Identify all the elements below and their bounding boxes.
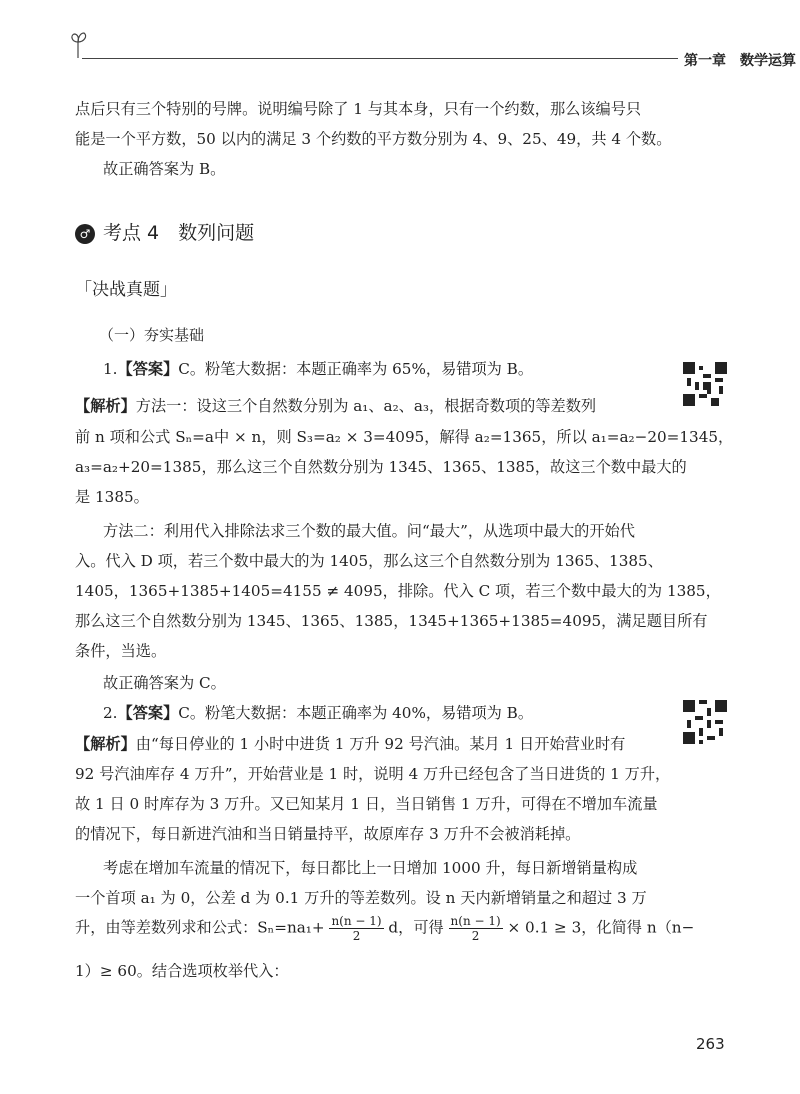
section-heading: [75, 218, 254, 245]
qr-code-icon[interactable]: [683, 362, 727, 406]
section-title: 考点 4 数列问题: [103, 222, 255, 244]
text-line: 方法二：利用代入排除法求三个数的最大值。问“最大”，从选项中最大的开始代: [103, 522, 635, 540]
header-rule-right: [740, 58, 780, 59]
fraction: $\frac{n(n - 1)}{2}$: [331, 914, 382, 943]
text-line: 能是一个平方数，50 以内的满足 3 个约数的平方数分别为 4、9、25、49，共 4 个数。: [75, 130, 672, 148]
page-number: 263: [696, 1035, 725, 1053]
text-line: 考虑在增加车流量的情况下，每日都比上一日增加 1000 升，每日新增销量构成: [103, 859, 638, 877]
text-line: 故正确答案为 B。: [103, 160, 226, 178]
text-line: 92 号汽油库存 4 万升”，开始营业是 1 时，说明 4 万升已经包含了当日进货的 1 万升，: [75, 765, 671, 783]
chapter-title: 第一章 数学运算: [684, 53, 796, 69]
formula-line: 升，由等差数列求和公式：Sₙ=na₁+ $\frac{n(n - 1)}{2}$ d，可得 $\frac{n(n - 1)}{2}$ × 0.1 ≥ 3，化简得 n（n−: [75, 914, 695, 943]
answer-line: 1.【答案】C。粉笔大数据：本题正确率为 65%，易错项为 B。: [103, 360, 534, 378]
text-line: 前 n 项和公式 Sₙ=a中 × n，则 S₃=a₂ × 3=4095，解得 a₂=1365，所以 a₁=a₂−20=1345，: [75, 428, 734, 446]
analysis-line: 【解析】方法一：设这三个自然数分别为 a₁、a₂、a₃，根据奇数项的等差数列: [75, 397, 597, 415]
fraction: $\frac{n(n - 1)}{2}$: [450, 914, 501, 943]
text-line: 的情况下，每日新进汽油和当日销量持平，故原库存 3 万升不会被消耗掉。: [75, 825, 581, 843]
text-line: 是 1385。: [75, 488, 149, 506]
text-line: 1）≥ 60。结合选项枚举代入：: [75, 962, 289, 980]
sprout-icon: [68, 30, 92, 60]
qr-code-icon[interactable]: [683, 700, 727, 744]
text-line: 那么这三个自然数分别为 1345、1365、1385，1345+1365+1385=4095，满足题目所有: [75, 612, 708, 630]
analysis-line: 【解析】由“每日停业的 1 小时中进货 1 万升 92 号汽油。某月 1 日开始营业时有: [75, 735, 626, 753]
text-line: 入。代入 D 项，若三个数中最大的为 1405，那么这三个自然数分别为 1365、1385、: [75, 552, 663, 570]
zhenti-heading: 「决战真题」: [75, 280, 177, 300]
text-line: a₃=a₂+20=1385，那么这三个自然数分别为 1345、1365、1385，故这三个数中最大的: [75, 458, 687, 476]
page-header: [68, 30, 796, 70]
text-line: 一个首项 a₁ 为 0，公差 d 为 0.1 万升的等差数列。设 n 天内新增销量之和超过 3 万: [75, 889, 647, 907]
text-line: 故正确答案为 C。: [103, 674, 226, 692]
text-line: 点后只有三个特别的号牌。说明编号除了 1 与其本身，只有一个约数，那么该编号只: [75, 100, 642, 118]
text-line: 1405，1365+1385+1405=4155 ≠ 4095，排除。代入 C 项，若三个数中最大的为 1385，: [75, 582, 721, 600]
answer-line: 2.【答案】C。粉笔大数据：本题正确率为 40%，易错项为 B。: [103, 704, 534, 722]
text-line: 故 1 日 0 时库存为 3 万升。又已知某月 1 日，当日销售 1 万升，可得在不增加车流量: [75, 795, 658, 813]
header-rule: [82, 58, 678, 59]
section-icon: ♂: [75, 224, 95, 244]
subsection-heading: （一）夯实基础: [99, 326, 205, 344]
text-line: 条件，当选。: [75, 642, 167, 660]
